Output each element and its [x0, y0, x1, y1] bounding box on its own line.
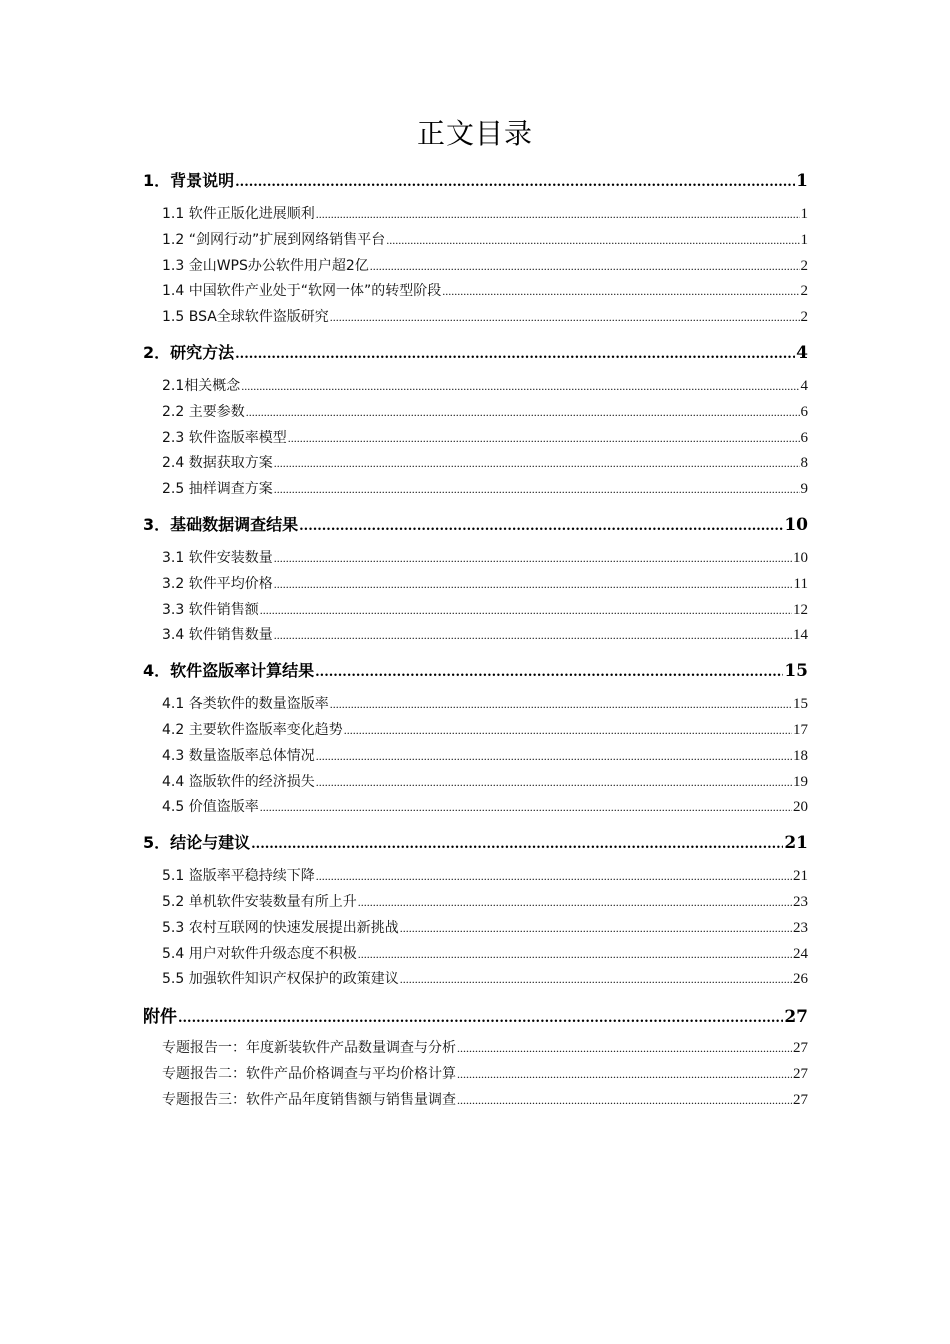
dot-leader — [344, 723, 792, 738]
toc-page-number: 20 — [793, 799, 808, 816]
dot-leader — [246, 405, 800, 420]
toc-page-number: 27 — [793, 1040, 808, 1057]
dot-leader — [260, 603, 792, 618]
toc-page-number: 8 — [800, 455, 808, 472]
dot-leader — [370, 259, 800, 274]
toc-page-number: 4 — [796, 342, 808, 363]
toc-item-label: 3.2 软件平均价格 — [162, 575, 273, 592]
toc-item[interactable] — [162, 719, 808, 745]
toc-page-number: 6 — [800, 429, 808, 446]
toc-item-label: 专题报告三：软件产品年度销售额与销售量调查 — [162, 1091, 456, 1108]
toc-page-number: 15 — [784, 661, 808, 682]
toc-item[interactable] — [162, 865, 808, 891]
toc-page-number: 23 — [793, 893, 808, 910]
toc-page-number: 10 — [793, 549, 808, 566]
dot-leader — [235, 347, 795, 362]
toc-page-number: 2 — [800, 257, 808, 274]
toc-page-number: 27 — [793, 1091, 808, 1108]
toc-section-1 — [143, 168, 808, 332]
dot-leader — [241, 379, 799, 394]
toc-item-label: 专题报告二：软件产品价格调查与平均价格计算 — [162, 1065, 456, 1082]
toc-page-number: 6 — [800, 403, 808, 420]
toc-item-label: 4.4 盗版软件的经济损失 — [162, 773, 315, 790]
toc-item-label: 4.1 各类软件的数量盗版率 — [162, 696, 329, 713]
dot-leader — [316, 775, 792, 790]
dot-leader — [274, 456, 800, 471]
dot-leader — [330, 310, 800, 325]
toc-item[interactable] — [162, 547, 808, 573]
toc-item-label: 1.5 BSA全球软件盗版研究 — [162, 309, 329, 326]
toc-item[interactable] — [162, 1089, 808, 1115]
toc-item-label: 2.4 数据获取方案 — [162, 455, 273, 472]
toc-item[interactable] — [162, 624, 808, 650]
toc-item[interactable] — [162, 573, 808, 599]
toc-heading-label: 附件 — [143, 1007, 177, 1028]
toc-item[interactable] — [162, 401, 808, 427]
dot-leader — [358, 895, 792, 910]
toc-item-label: 1.1 软件正版化进展顺利 — [162, 206, 315, 222]
toc-page-number: 1 — [800, 206, 808, 222]
toc-page-number: 17 — [793, 721, 808, 738]
toc-heading-label: 3．基础数据调查结果 — [143, 514, 299, 534]
toc-item-label: 专题报告一：年度新装软件产品数量调查与分析 — [162, 1040, 456, 1057]
toc-item-label: 4.5 价值盗版率 — [162, 799, 259, 816]
dot-leader — [442, 284, 799, 299]
dot-leader — [386, 233, 799, 248]
dot-leader — [260, 800, 792, 815]
dot-leader — [316, 749, 792, 764]
toc-item-label: 5.3 农村互联网的快速发展提出新挑战 — [162, 919, 399, 936]
toc-page-number: 27 — [793, 1065, 808, 1082]
dot-leader — [457, 1067, 792, 1082]
toc-heading-label: 4．软件盗版率计算结果 — [143, 661, 315, 681]
toc-section-appendix — [143, 1002, 808, 1114]
toc-page-number: 9 — [800, 481, 808, 498]
dot-leader — [400, 921, 792, 936]
toc-item[interactable] — [162, 478, 808, 504]
toc-page-number: 21 — [793, 868, 808, 885]
dot-leader — [457, 1093, 792, 1108]
dot-leader — [274, 551, 792, 566]
toc-heading[interactable] — [143, 512, 808, 538]
toc-page-number: 23 — [793, 919, 808, 936]
toc-item[interactable] — [162, 943, 808, 969]
toc-item-label: 2.3 软件盗版率模型 — [162, 429, 287, 446]
toc-item-label: 5.4 用户对软件升级态度不积极 — [162, 945, 357, 962]
toc-item-label: 5.5 加强软件知识产权保护的政策建议 — [162, 971, 399, 988]
dot-leader — [288, 431, 800, 446]
toc-heading[interactable] — [143, 1002, 808, 1028]
dot-leader — [315, 665, 783, 680]
toc-page-number: 15 — [793, 696, 808, 713]
dot-leader — [274, 628, 792, 643]
toc-heading[interactable] — [143, 340, 808, 366]
toc-page-number: 10 — [784, 514, 808, 535]
toc-item-label: 3.4 软件销售数量 — [162, 627, 273, 644]
toc-item[interactable] — [162, 229, 808, 255]
dot-leader — [251, 837, 783, 852]
toc-page-number: 21 — [784, 833, 808, 854]
dot-leader — [299, 519, 783, 534]
toc-item-label: 3.3 软件销售额 — [162, 601, 259, 618]
toc-item[interactable] — [162, 968, 808, 994]
dot-leader — [400, 972, 792, 987]
toc-item-label: 5.1 盗版率平稳持续下降 — [162, 868, 315, 885]
dot-leader — [316, 869, 792, 884]
toc-item[interactable] — [162, 427, 808, 453]
toc-heading[interactable] — [143, 168, 808, 194]
toc-item-label: 1.3 金山WPS办公软件用户超2亿 — [162, 257, 369, 274]
toc-page-number: 1 — [800, 231, 808, 248]
toc-page-number: 12 — [793, 601, 808, 618]
toc-item[interactable] — [162, 306, 808, 332]
dot-leader — [274, 577, 793, 592]
toc-page-number: 2 — [800, 309, 808, 326]
dot-leader — [235, 175, 795, 190]
dot-leader — [274, 482, 800, 497]
toc-page-number: 27 — [784, 1007, 808, 1028]
toc-heading[interactable] — [143, 658, 808, 684]
toc-item[interactable] — [162, 280, 808, 306]
toc-item[interactable] — [162, 745, 808, 771]
toc-item[interactable] — [162, 771, 808, 797]
toc-item[interactable] — [162, 796, 808, 822]
toc-page-number: 11 — [793, 575, 808, 592]
dot-leader — [178, 1011, 783, 1026]
toc-item-label: 1.2 “剑网行动”扩展到网络销售平台 — [162, 231, 386, 248]
toc-item-label: 2.5 抽样调查方案 — [162, 481, 273, 498]
toc-item-label: 3.1 软件安装数量 — [162, 549, 273, 566]
table-of-contents — [143, 166, 808, 1123]
toc-section-5 — [143, 830, 808, 994]
toc-item[interactable] — [162, 375, 808, 401]
toc-item-label: 4.3 数量盗版率总体情况 — [162, 747, 315, 764]
toc-heading-label: 2．研究方法 — [143, 342, 235, 362]
dot-leader — [457, 1041, 792, 1056]
toc-section-4 — [143, 658, 808, 822]
toc-item[interactable] — [162, 255, 808, 281]
toc-page-number: 2 — [800, 283, 808, 300]
toc-page-number: 14 — [793, 627, 808, 644]
page-title: 正文目录 — [416, 117, 533, 150]
toc-page-number: 24 — [793, 945, 808, 962]
toc-item[interactable] — [162, 693, 808, 719]
toc-item[interactable] — [162, 917, 808, 943]
toc-page-number: 18 — [793, 747, 808, 764]
toc-item-label: 2.1相关概念 — [162, 377, 241, 394]
toc-item[interactable] — [162, 891, 808, 917]
toc-page-number: 1 — [796, 171, 808, 191]
toc-item[interactable] — [162, 599, 808, 625]
toc-item[interactable] — [162, 1063, 808, 1089]
dot-leader — [330, 697, 792, 712]
toc-page-number: 19 — [793, 773, 808, 790]
toc-item-label: 1.4 中国软件产业处于“软网一体”的转型阶段 — [162, 283, 442, 300]
toc-item[interactable] — [162, 203, 808, 229]
toc-item[interactable] — [162, 1037, 808, 1063]
toc-item-label: 4.2 主要软件盗版率变化趋势 — [162, 721, 343, 738]
toc-item[interactable] — [162, 452, 808, 478]
toc-heading-label: 1．背景说明 — [143, 171, 235, 190]
toc-page-number: 4 — [800, 377, 808, 394]
dot-leader — [316, 207, 800, 222]
toc-heading-label: 5．结论与建议 — [143, 833, 251, 853]
toc-page-number: 26 — [793, 971, 808, 988]
dot-leader — [358, 947, 792, 962]
toc-item-label: 5.2 单机软件安装数量有所上升 — [162, 893, 357, 910]
toc-heading[interactable] — [143, 830, 808, 856]
toc-section-3 — [143, 512, 808, 650]
toc-section-2 — [143, 340, 808, 504]
toc-item-label: 2.2 主要参数 — [162, 403, 245, 420]
